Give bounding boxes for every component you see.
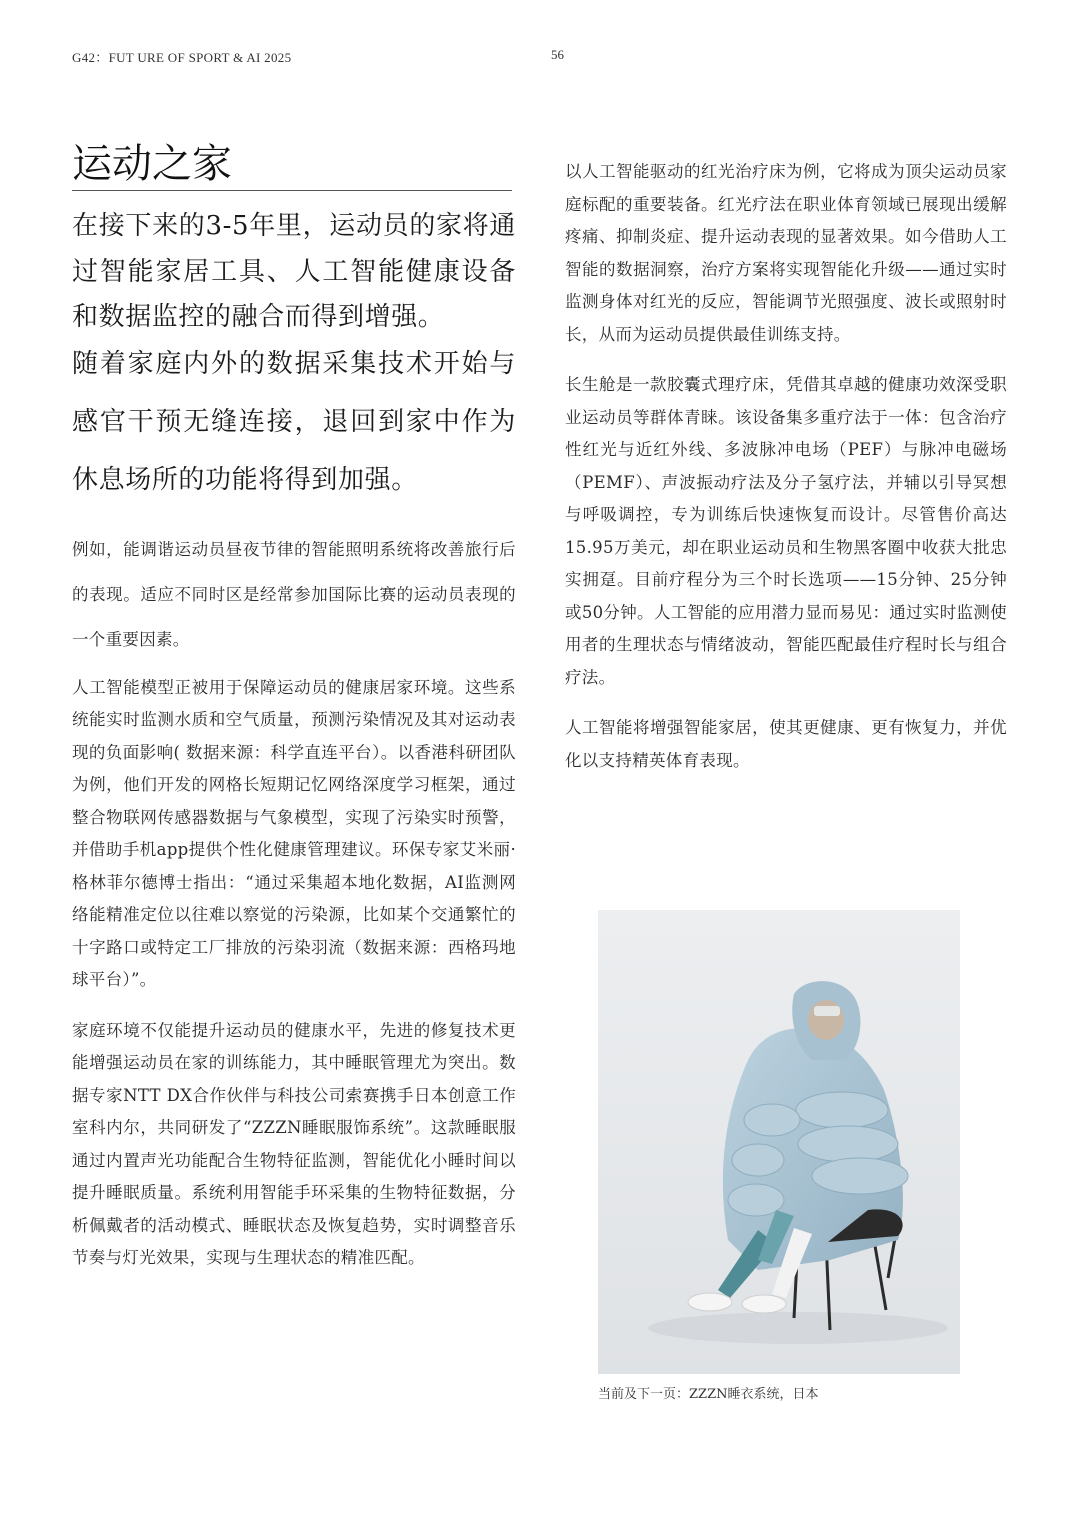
body-paragraph-red-light: 以人工智能驱动的红光治疗床为例，它将成为顶尖运动员家庭标配的重要装备。红光疗法在职业体育领域已展现出缓解疼痛、抑制炎症、提升运动表现的显著效果。如今借助人工智能的数据洞察，治疗方案将实现智能化升级——通过实时监测身体对红光的反应，智能调节光照强度、波长或照射时长，从而为运动员提供最佳训练支持。 <box>565 162 1007 344</box>
title-divider <box>72 190 512 191</box>
body-paragraph-sleep: 家庭环境不仅能提升运动员的健康水平，先进的修复技术更能增强运动员在家的训练能力，其中睡眠管理尤为突出。数据专家NTT DX合作伙伴与科技公司索赛携手日本创意工作室科内尔，共同研发了“ZZZN睡眠服饰系统”。这款睡眠服通过内置声光功能配合生物特征监测，智能优化小睡时间以提升睡眠质量。系统利用智能手环采集的生物特征数据，分析佩戴者的活动模式、睡眠状态及恢复趋势，实时调整音乐节奏与灯光效果，实现与生理状态的精准匹配。 <box>72 1020 516 1267</box>
body-paragraph-longevity-pod: 长生舱是一款胶囊式理疗床，凭借其卓越的健康功效深受职业运动员等群体青睐。该设备集多重疗法于一体：包含治疗性红光与近红外线、多波脉冲电场（PEF）与脉冲电磁场（PEMF）、声波振动疗法及分子氢疗法，并辅以引导冥想与呼吸调控，专为训练后快速恢复而设计。尽管售价高达15.95万美元，却在职业运动员和生物黑客圈中收获大批忠实拥趸。目前疗程分为三个时长选项——15分钟、25分钟或50分钟。人工智能的应用潜力显而易见：通过实时监测使用者的生理状态与情绪波动，智能匹配最佳疗程时长与组合疗法。 <box>565 375 1007 687</box>
page-number: 56 <box>551 47 564 62</box>
body-paragraph-air-quality: 人工智能模型正被用于保障运动员的健康居家环境。这些系统能实时监测水质和空气质量，预测污染情况及其对运动表现的负面影响( 数据来源：科学直连平台）。以香港科研团队为例，他们开发的网格长短期记忆网络深度学习框架，通过整合物联网传感器数据与气象模型，实现了污染实时预警，并借助手机app提供个性化健康管理建议。环保专家艾米丽·格林菲尔德博士指出：“通过采集超本地化数据，AI监测网络能精准定位以往难以察觉的污染源，比如某个交通繁忙的十字路口或特定工厂排放的污染羽流（数据来源：西格玛地球平台）”。 <box>72 677 516 989</box>
lead-paragraph: 在接下来的3-5年里，运动员的家将通过智能家居工具、人工智能健康设备和数据监控的融合而得到增强。 <box>72 211 516 332</box>
lead-paragraph-continued: 随着家庭内外的数据采集技术开始与感官干预无缝连接，退回到家中作为休息场所的功能将得到加强。 <box>72 348 516 495</box>
body-paragraph-lighting: 例如，能调谐运动员昼夜节律的智能照明系统将改善旅行后的表现。适应不同时区是经常参加国际比赛的运动员表现的一个重要因素。 <box>72 539 516 649</box>
left-column <box>72 204 516 1293</box>
running-head: G42：FUT URE OF SPORT & AI 2025 <box>72 50 292 65</box>
page-title: 运动之家 <box>72 141 232 187</box>
body-paragraph-conclusion: 人工智能将增强智能家居，使其更健康、更有恢复力，并优化以支持精英体育表现。 <box>565 718 1007 770</box>
photo-caption: 当前及下一页：ZZZN睡衣系统，日本 <box>598 1387 819 1402</box>
photo-sleepwear-system <box>598 910 960 1374</box>
right-column <box>565 156 1007 795</box>
